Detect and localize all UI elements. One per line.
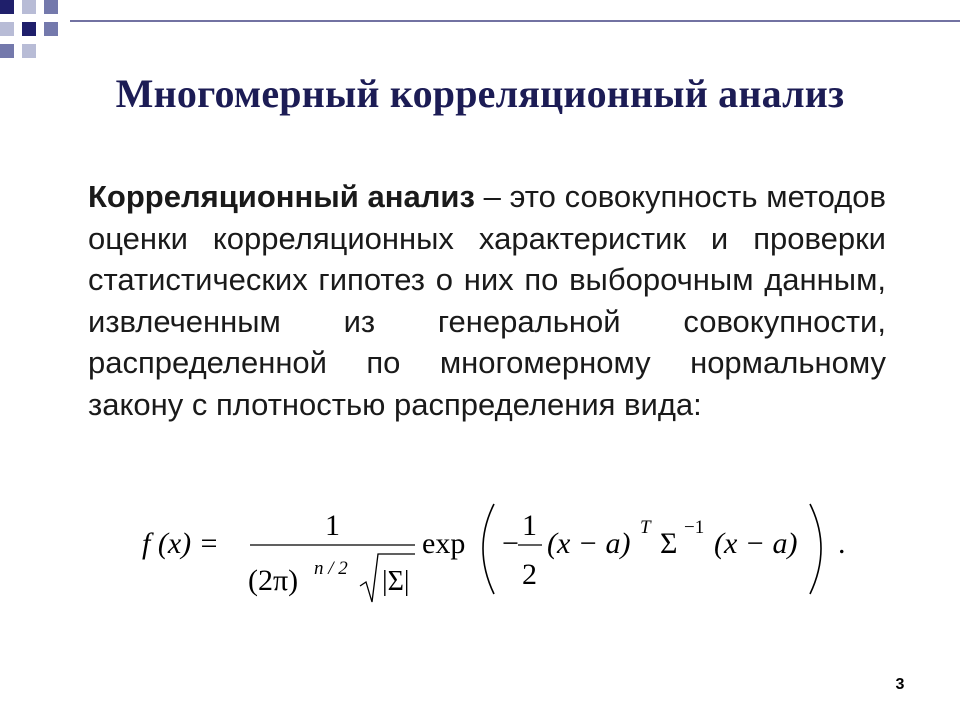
transpose-superscript: T [640,517,651,538]
deco-square-mid-1 [44,0,58,14]
fraction2-denominator: 2 [522,558,537,591]
inverse-superscript: −1 [684,517,705,538]
term-x-minus-a-2: (x − a) [714,527,798,560]
sqrt-content: |Σ| [382,566,410,597]
fraction1-denominator-base: (2π) [248,564,299,597]
formula-lhs: f (x) = [142,527,219,560]
page-number: 3 [895,676,905,693]
slide-title: Многомерный корреляционный анализ [115,71,845,116]
fraction2-numerator: 1 [522,509,537,542]
deco-square-navy-2 [22,22,36,36]
definition-paragraph [88,176,886,425]
fraction1-denominator-exponent: n / 2 [314,558,348,579]
formula-period: . [838,527,846,560]
fraction1-numerator: 1 [325,509,340,542]
defined-term: Корреляционный анализ [88,179,475,214]
density-formula [110,490,870,610]
deco-square-light-1 [22,0,36,14]
deco-square-navy-1 [0,0,14,14]
big-left-paren [483,504,494,594]
deco-square-light-2 [0,22,14,36]
definition-text: – это совокупность методов оценки корреляционных характеристик и проверки статистических гипотез о них по выборочным данным, извлеченным из генеральной совокупности, распределенной по многомерному нормальному закону с плотностью распределения вида: [88,179,886,422]
header-decoration [0,0,960,60]
deco-square-mid-2 [0,44,14,58]
term-x-minus-a-1: (x − a) [547,527,631,560]
big-right-paren [810,504,821,594]
deco-square-mid-3 [44,22,58,36]
formula-minus: − [502,527,519,560]
deco-square-light-3 [22,44,36,58]
sigma-symbol: Σ [660,527,678,560]
exp-label: exp [422,527,466,560]
